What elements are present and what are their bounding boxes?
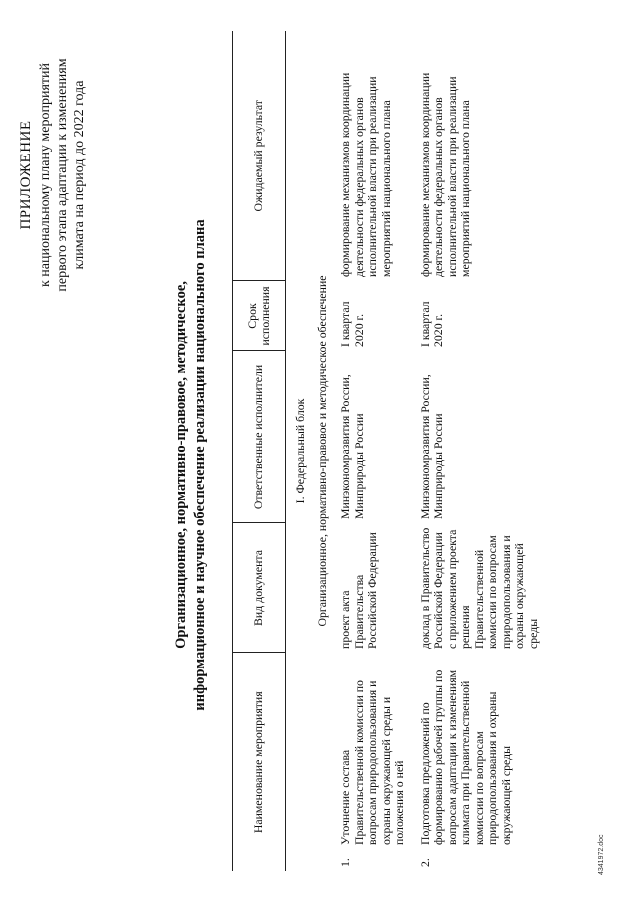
row-responsible: Минэкономразвития России, Минприроды России (417, 374, 445, 519)
header-result: Ожидаемый результат (233, 31, 286, 281)
row-number: 1. (338, 858, 352, 867)
table-row (337, 31, 417, 871)
appendix-line: первого этапа адаптации к изменениям (55, 58, 70, 292)
table-row (417, 31, 551, 871)
row-result: формирование механизмов координации деятельности федеральных органов исполнительной власти при реализации мероприятий национального плана (338, 72, 393, 277)
row-number: 2. (417, 858, 432, 867)
appendix-line: к национальному плану мероприятий (38, 62, 53, 288)
row-result: формирование механизмов координации деятельности федеральных органов исполнительной власти при реализации мероприятий национального плана (417, 72, 472, 277)
header-doc-type: Вид документа (233, 523, 286, 653)
measures-table (232, 31, 550, 871)
subsection-row (310, 31, 338, 871)
subsection-title: Организационное, нормативно-правовое и методическое обеспечение (314, 275, 329, 627)
row-deadline: I квартал 2020 г. (338, 301, 366, 347)
header-deadline (233, 281, 286, 351)
row-doc-type: проект акта Правительства Российской Федерации (338, 532, 379, 649)
header-name: Наименование мероприятия (233, 653, 286, 871)
row-deadline: I квартал 2020 г. (417, 301, 445, 347)
appendix-block (18, 25, 88, 325)
file-name: 4341972.doc (598, 834, 605, 875)
header-responsible: Ответственные исполнители (233, 351, 286, 523)
appendix-line: климата на период до 2022 года (72, 80, 87, 270)
document-title (172, 145, 210, 785)
row-name: Подготовка предложений по формированию рабочей группы по вопросам адаптации к изменениям климата при Правительственной комиссии по вопросам природопользования и охраны окружающей среды (417, 669, 513, 845)
title-line: информационное и научное обеспечение реализации национального плана (192, 219, 208, 711)
row-name: Уточнение состава Правительственной комиссии по вопросам природопользования и охраны окружающей среды и положения о ней (338, 680, 406, 845)
header-deadline-line: исполнения (258, 286, 272, 346)
table-header-row (233, 31, 286, 871)
title-line: Организационное, нормативно-правовое, методическое, (173, 281, 189, 649)
section-row (286, 31, 310, 871)
header-deadline-line: Срок (244, 303, 259, 329)
row-responsible: Минэкономразвития России, Минприроды России (338, 374, 366, 519)
section-title: I. Федеральный блок (293, 398, 307, 504)
row-doc-type: доклад в Правительство Российской Федерации с приложением проекта решения Правительственной комиссии по вопросам природопользования и охраны окружающей среды (417, 527, 540, 649)
appendix-heading: ПРИЛОЖЕНИЕ (18, 120, 34, 230)
